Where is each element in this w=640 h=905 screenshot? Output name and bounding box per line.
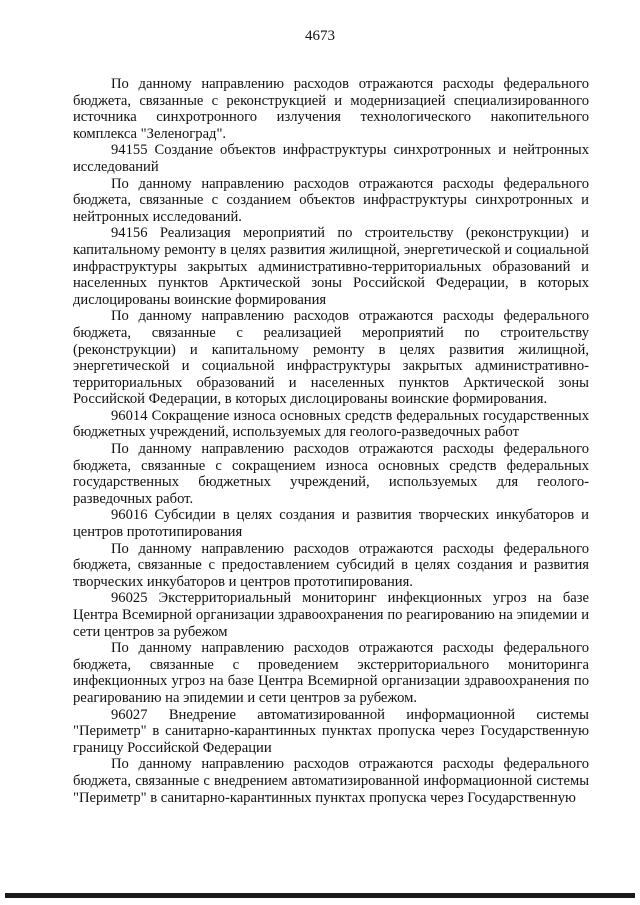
paragraph: По данному направлению расходов отражаются расходы федерального бюджета, связанные с предоставлением субсидий в целях создания и развития творческих инкубаторов и центров прототипирования. (73, 540, 589, 590)
paragraph: По данному направлению расходов отражаются расходы федерального бюджета, связанные с созданием объектов инфраструктуры синхротронных и нейтронных исследований. (73, 175, 589, 225)
paragraph: 96016 Субсидии в целях создания и развития творческих инкубаторов и центров прототипирования (73, 507, 589, 541)
paragraph: По данному направлению расходов отражаются расходы федерального бюджета, связанные с проведением экстерриториального мониторинга инфекционных угроз на базе Центра Всемирной организации здравоохранения по реагированию на эпидемии и сети центров за рубежом. (73, 640, 589, 706)
paragraph-last: По данному направлению расходов отражаются расходы федерального бюджета, связанные с внедрением автоматизированной информационной системы "Периметр" в санитарно-карантинных пунктах пропуска через Государственную (73, 756, 589, 806)
paragraph: 96025 Экстерриториальный мониторинг инфекционных угроз на базе Центра Всемирной организации здравоохранения по реагированию на эпидемии и сети центров за рубежом (73, 590, 589, 640)
scan-edge-bar (5, 893, 635, 898)
page-number: 4673 (305, 28, 335, 44)
document-body (73, 76, 589, 806)
paragraph: По данному направлению расходов отражаются расходы федерального бюджета, связанные с сокращением износа основных средств федеральных государственных бюджетных учреждений, используемых для геолого-разведочных работ. (73, 441, 589, 507)
paragraph: По данному направлению расходов отражаются расходы федерального бюджета, связанные с реконструкцией и модернизацией специализированного источника синхротронного излучения технологического накопительного комплекса "Зеленоград". (73, 76, 589, 142)
paragraph: 94156 Реализация мероприятий по строительству (реконструкции) и капитальному ремонту в целях развития жилищной, энергетической и социальной инфраструктуры закрытых административно-территориальных образований и населенных пунктов Арктической зоны Российской Федерации, в которых дислоцированы воинские формирования (73, 225, 589, 308)
paragraph: 96014 Сокращение износа основных средств федеральных государственных бюджетных учреждений, используемых для геолого-разведочных работ (73, 407, 589, 441)
paragraph: По данному направлению расходов отражаются расходы федерального бюджета, связанные с реализацией мероприятий по строительству (реконструкции) и капитальному ремонту в целях развития жилищной, энергетической и социальной инфраструктуры закрытых административно-территориальных образований и населенных пунктов Арктической зоны Российской Федерации, в которых дислоцированы воинские формирования. (73, 308, 589, 408)
paragraph: 94155 Создание объектов инфраструктуры синхротронных и нейтронных исследований (73, 142, 589, 175)
paragraph: 96027 Внедрение автоматизированной информационной системы "Периметр" в санитарно-карантинных пунктах пропуска через Государственную границу Российской Федерации (73, 706, 589, 756)
